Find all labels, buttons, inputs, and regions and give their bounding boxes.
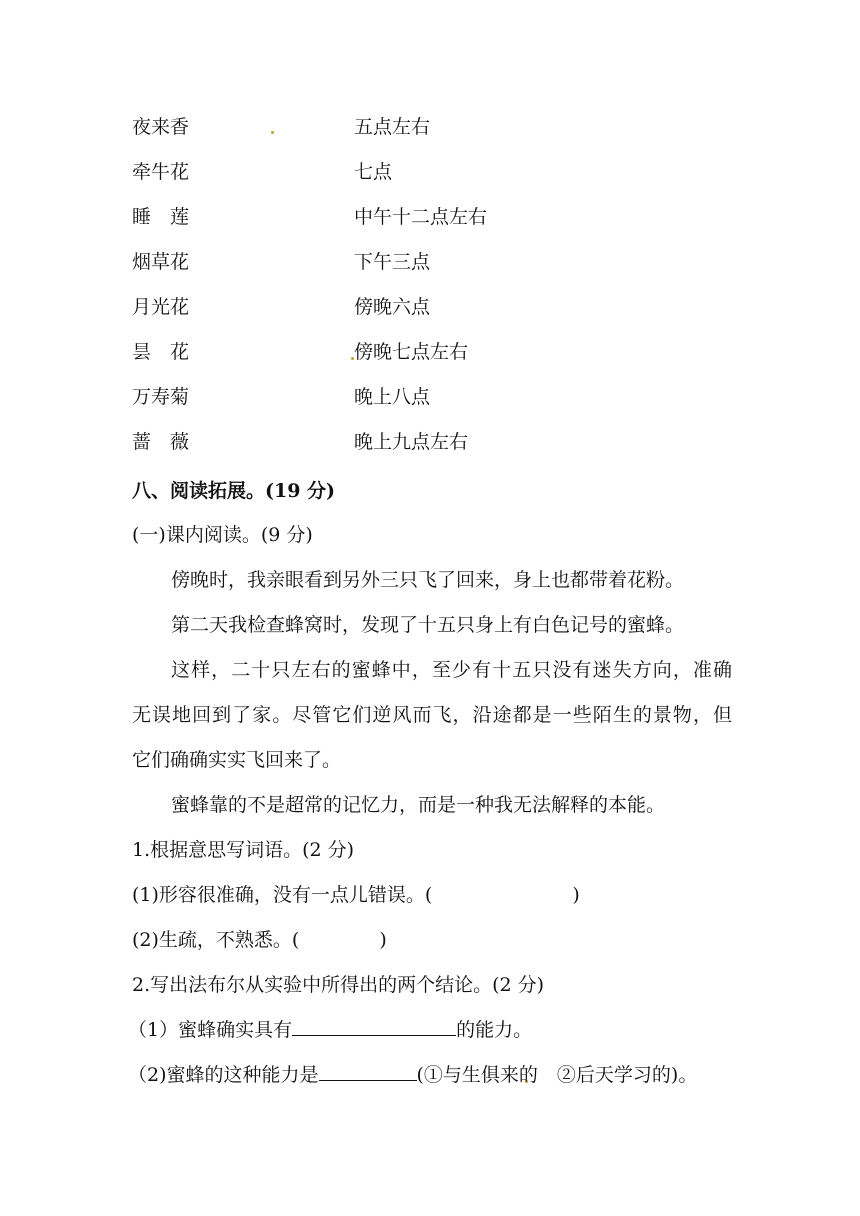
closing-paren: ): [572, 884, 580, 906]
bloom-time: 傍晚六点: [354, 296, 431, 318]
passage-paragraph-continued: 无误地回到了家。尽管它们逆风而飞，沿途都是一些陌生的景物，但: [132, 704, 732, 726]
bloom-time: 晚上九点左右: [354, 431, 469, 453]
passage-paragraph: 傍晚时，我亲眼看到另外三只飞了回来，身上也都带着花粉。: [171, 569, 685, 591]
answer-blank[interactable]: [292, 1017, 456, 1036]
section-title: 八、阅读拓展。(19 分): [132, 480, 336, 502]
bloom-time: 五点左右: [354, 116, 431, 138]
flower-name: 万寿菊: [132, 386, 190, 408]
closing-paren: ): [379, 929, 387, 951]
bloom-time: 傍晚七点左右: [354, 341, 469, 363]
question-item: [128, 1016, 532, 1044]
question-text: （2)蜜蜂的这种能力是: [128, 1064, 319, 1086]
flower-name: 烟草花: [132, 251, 190, 273]
bloom-time: 七点: [354, 161, 393, 183]
flower-name: 夜来香: [132, 116, 190, 138]
question-title: 1.根据意思写词语。(2 分): [132, 839, 355, 861]
question-item: [132, 881, 580, 909]
question-text: 的能力。: [456, 1019, 533, 1041]
flower-name: 月光花: [132, 296, 190, 318]
question-item: [132, 926, 387, 954]
passage-paragraph: 这样，二十只左右的蜜蜂中，至少有十五只没有迷失方向，准确: [171, 659, 732, 681]
question-item: [128, 1061, 697, 1089]
scan-speck: [271, 131, 274, 134]
passage-paragraph-continued: 它们确确实实飞回来了。: [132, 749, 342, 771]
answer-blank[interactable]: [319, 1062, 417, 1081]
bloom-time: 中午十二点左右: [354, 206, 488, 228]
passage-paragraph: 第二天我检查蜂窝时，发现了十五只身上有白色记号的蜜蜂。: [171, 614, 685, 636]
question-options: (①与生俱来的 ②后天学习的)。: [416, 1064, 698, 1086]
bloom-time: 下午三点: [354, 251, 431, 273]
flower-name: 昙 花: [132, 341, 190, 363]
flower-name: 牵牛花: [132, 161, 190, 183]
flower-name: 蔷 薇: [132, 431, 190, 453]
question-text: (1)形容很准确，没有一点儿错误。(: [132, 884, 433, 906]
flower-name: 睡 莲: [132, 206, 190, 228]
subsection-title: (一)课内阅读。(9 分): [132, 524, 313, 546]
bloom-time: 晚上八点: [354, 386, 431, 408]
question-text: (2)生疏，不熟悉。(: [132, 929, 300, 951]
scan-speck: [351, 357, 354, 360]
passage-paragraph: 蜜蜂靠的不是超常的记忆力，而是一种我无法解释的本能。: [171, 794, 666, 816]
question-title: 2.写出法布尔从实验中所得出的两个结论。(2 分): [132, 974, 545, 996]
question-text: （1）蜜蜂确实具有: [128, 1019, 293, 1041]
